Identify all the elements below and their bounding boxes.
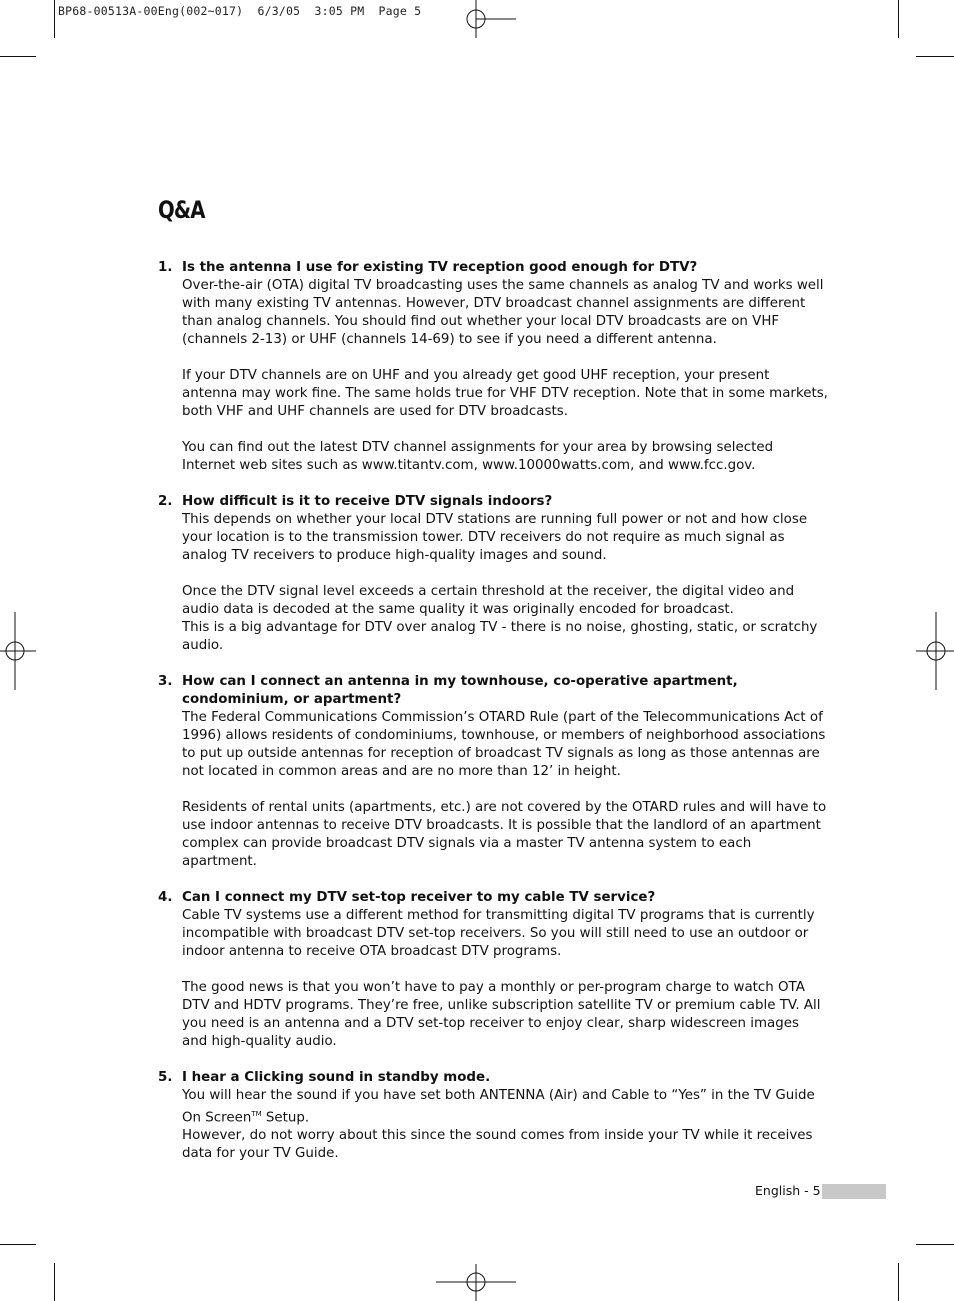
registration-mark-left <box>0 612 36 690</box>
answer-paragraph: If your DTV channels are on UHF and you already get good UHF reception, your present antenna may work fine. The same holds true for VHF DTV reception. Note that in some markets, both VHF and UHF channels are used for DTV broadcasts. <box>182 368 828 419</box>
qa-item <box>158 889 828 1051</box>
question <box>158 673 828 709</box>
answer-paragraph: This is a big advantage for DTV over analog TV - there is no noise, ghosting, static, or scratchy audio. <box>182 620 818 653</box>
answer-paragraph: However, do not worry about this since the sound comes from inside your TV while it receives data for your TV Guide. <box>182 1128 813 1162</box>
qa-item <box>158 493 828 655</box>
question-text: How can I connect an antenna in my townhouse, co-operative apartment, condominium, or apartment? <box>182 674 738 707</box>
page-title: Q&A <box>158 196 205 224</box>
trademark-symbol: TM <box>251 1110 262 1118</box>
crop-mark <box>54 1263 55 1301</box>
answer <box>158 907 828 1051</box>
crop-mark <box>0 56 36 57</box>
question <box>158 889 828 907</box>
question <box>158 493 828 511</box>
answer-paragraph <box>182 1087 828 1127</box>
question-number: 2. <box>158 494 173 509</box>
answer <box>158 277 828 475</box>
crop-mark <box>898 1263 899 1301</box>
registration-mark-bottom <box>436 1262 516 1301</box>
crop-mark <box>0 1244 36 1245</box>
answer-paragraph: You can find out the latest DTV channel assignments for your area by browsing selected Internet web sites such as www.titantv.com, www.10000watts.com, and www.fcc.gov. <box>182 440 774 473</box>
registration-mark-top <box>456 0 516 40</box>
crop-mark <box>916 56 954 57</box>
question-text: How difficult is it to receive DTV signals indoors? <box>182 494 553 509</box>
answer <box>158 1087 828 1163</box>
crop-mark <box>898 0 899 38</box>
question <box>158 259 828 277</box>
crop-mark <box>54 0 55 38</box>
page-footer: English - 5 <box>755 1183 821 1198</box>
question-number: 1. <box>158 260 173 275</box>
qa-list <box>158 259 828 1181</box>
question <box>158 1069 828 1087</box>
question-number: 5. <box>158 1070 173 1085</box>
qa-item <box>158 259 828 475</box>
answer-paragraph: Cable TV systems use a different method for transmitting digital TV programs that is currently incompatible with broadcast DTV set-top receivers. So you will still need to use an outdoor or indoor antenna to receive OTA broadcast DTV programs. <box>182 908 815 959</box>
answer-paragraph: The Federal Communications Commission’s OTARD Rule (part of the Telecommunications Act of 1996) allows residents of condominiums, townhouse, or members of neighborhood associations to put up outside antennas for reception of broadcast TV signals as long as those antennas are not located in common areas and are no more than 12’ in height. <box>182 710 826 779</box>
answer-paragraph: The good news is that you won’t have to pay a monthly or per-program charge to watch OTA DTV and HDTV programs. They’re free, unlike subscription satellite TV or premium cable TV. All you need is an antenna and a DTV set-top receiver to enjoy clear, sharp widescreen images and high-quality audio. <box>182 980 821 1049</box>
question-number: 4. <box>158 890 173 905</box>
printer-slug: BP68-00513A-00Eng(002~017) 6/3/05 3:05 PM Page 5 <box>58 4 422 18</box>
answer <box>158 709 828 871</box>
answer-text: You will hear the sound if you have set both ANTENNA (Air) and Cable to “Yes” in the TV Guide On Screen <box>182 1088 815 1126</box>
answer-paragraph: This depends on whether your local DTV stations are running full power or not and how close your location is to the transmission tower. DTV receivers do not require as much signal as analog TV receivers to produce high-quality images and sound. <box>182 512 808 563</box>
question-text: Can I connect my DTV set-top receiver to my cable TV service? <box>182 890 656 905</box>
question-number: 3. <box>158 674 173 689</box>
answer-paragraph: Residents of rental units (apartments, etc.) are not covered by the OTARD rules and will have to use indoor antennas to receive DTV broadcasts. It is possible that the landlord of an apartment complex can provide broadcast DTV signals via a master TV antenna system to each apartment. <box>182 800 827 869</box>
crop-mark <box>916 1244 954 1245</box>
answer-paragraph: Over-the-air (OTA) digital TV broadcasting uses the same channels as analog TV and works well with many existing TV antennas. However, DTV broadcast channel assignments are different than analog channels. You should find out whether your local DTV broadcasts are on VHF (channels 2-13) or UHF (channels 14-69) to see if you need a different antenna. <box>182 278 824 347</box>
question-text: I hear a Clicking sound in standby mode. <box>182 1070 491 1085</box>
question-text: Is the antenna I use for existing TV reception good enough for DTV? <box>182 260 698 275</box>
footer-bar <box>822 1184 886 1199</box>
qa-item <box>158 673 828 871</box>
answer-text: Setup. <box>261 1110 310 1126</box>
registration-mark-right <box>916 612 954 690</box>
qa-item <box>158 1069 828 1163</box>
answer <box>158 511 828 655</box>
answer-paragraph: Once the DTV signal level exceeds a certain threshold at the receiver, the digital video and audio data is decoded at the same quality it was originally encoded for broadcast. <box>182 584 795 617</box>
